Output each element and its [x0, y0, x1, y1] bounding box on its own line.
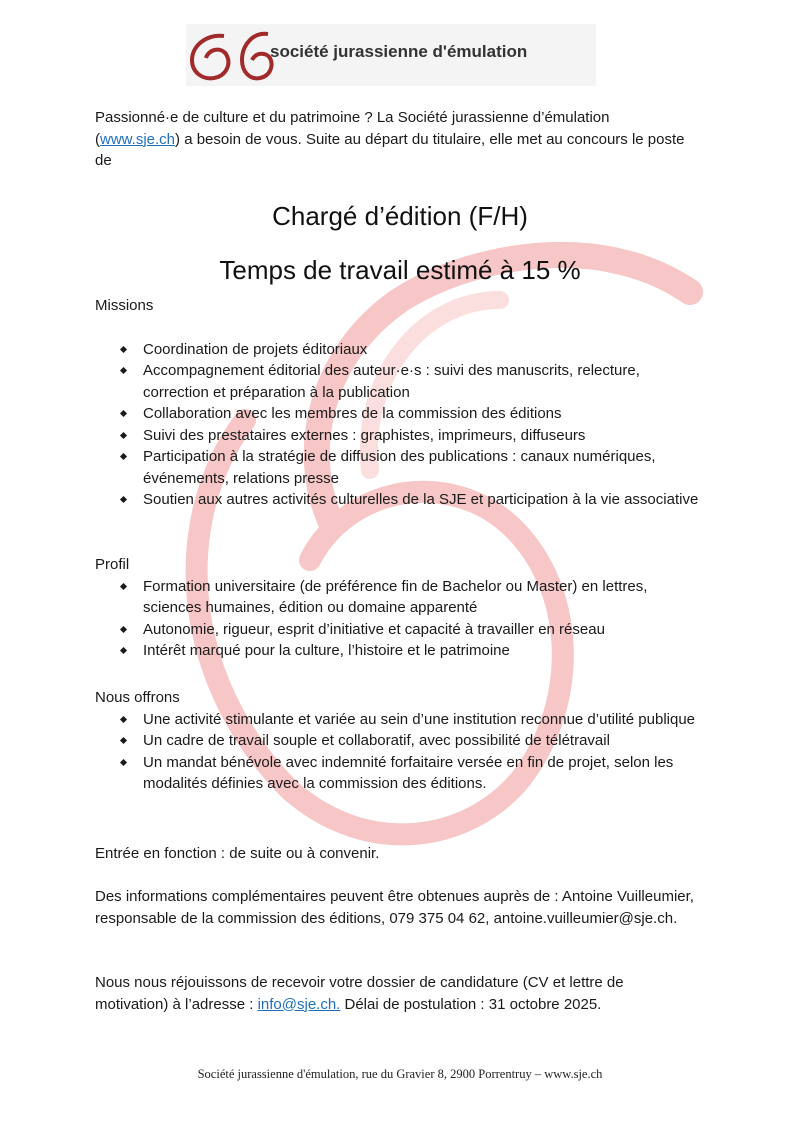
job-title: Chargé d’édition (F/H): [272, 201, 528, 231]
bullet-icon: [120, 582, 127, 589]
job-workload: Temps de travail estimé à 15 %: [219, 255, 581, 285]
offre-list: [95, 709, 705, 795]
list-item: Coordination de projets éditoriaux: [95, 339, 705, 361]
intro-paragraph: [95, 107, 695, 172]
bullet-icon: [120, 647, 127, 654]
bullet-icon: [120, 758, 127, 765]
list-item: Autonomie, rigueur, esprit d’initiative et capacité à travailler en réseau: [95, 619, 705, 641]
contact-info: Des informations complémentaires peuvent être obtenues auprès de : Antoine Vuilleumier, responsable de la commission des éditions, 079 375 04 62, antoine.vuilleumier@sje.ch.: [95, 888, 694, 927]
entree-en-fonction: Entrée en fonction : de suite ou à convenir.: [95, 845, 380, 862]
bullet-icon: [120, 715, 127, 722]
list-item: Suivi des prestataires externes : graphistes, imprimeurs, diffuseurs: [95, 425, 705, 447]
missions-list: [95, 339, 705, 511]
bullet-icon: [120, 367, 127, 374]
bullet-icon: [120, 410, 127, 417]
intro-text: Passionné·e de culture et du patrimoine ? La Société jurassienne d’émulation (: [95, 109, 610, 148]
bullet-icon: [120, 431, 127, 438]
bullet-icon: [120, 625, 127, 632]
missions-heading: Missions: [95, 297, 154, 314]
sje-website-link[interactable]: www.sje.ch: [100, 130, 176, 148]
list-item: Accompagnement éditorial des auteur·e·s : suivi des manuscrits, relecture, correction et préparation à la publication: [95, 360, 705, 403]
profil-section: [95, 554, 705, 662]
missions-section: [95, 295, 705, 511]
bullet-icon: [120, 737, 127, 744]
page-footer: Société jurassienne d'émulation, rue du Gravier 8, 2900 Porrentruy – www.sje.ch: [197, 1067, 603, 1081]
application-info: [95, 972, 695, 1015]
offre-section: [95, 687, 705, 795]
profil-list: [95, 576, 705, 662]
intro-text-end: ) a besoin de vous. Suite au départ du titulaire, elle met au concours le poste de: [95, 130, 685, 169]
bullet-icon: [120, 453, 127, 460]
list-item: Une activité stimulante et variée au sein d’une institution reconnue d’utilité publique: [95, 709, 705, 731]
list-item: Soutien aux autres activités culturelles de la SJE et participation à la vie associative: [95, 489, 705, 511]
list-item: Formation universitaire (de préférence fin de Bachelor ou Master) en lettres, sciences humaines, édition ou domaine apparenté: [95, 576, 705, 619]
deadline-text: Délai de postulation : 31 octobre 2025.: [340, 995, 602, 1013]
list-item: Un cadre de travail souple et collaboratif, avec possibilité de télétravail: [95, 730, 705, 752]
list-item: Collaboration avec les membres de la commission des éditions: [95, 403, 705, 425]
sje-logo: [186, 24, 596, 86]
sje-logo-wordmark: société jurassienne d'émulation: [270, 42, 528, 61]
list-item: Participation à la stratégie de diffusion des publications : canaux numériques, événements, relations presse: [95, 446, 705, 489]
offre-heading: Nous offrons: [95, 689, 180, 706]
application-text: Nous nous réjouissons de recevoir votre dossier de candidature (CV et lettre de motivation) à l’adresse :: [95, 974, 624, 1013]
profil-heading: Profil: [95, 556, 130, 573]
list-item: Un mandat bénévole avec indemnité forfaitaire versée en fin de projet, selon les modalités définies avec la commission des éditions.: [95, 752, 705, 795]
bullet-icon: [120, 496, 127, 503]
list-item: Intérêt marqué pour la culture, l’histoire et le patrimoine: [95, 640, 705, 662]
bullet-icon: [120, 345, 127, 352]
application-email-link[interactable]: info@sje.ch.: [257, 995, 341, 1013]
